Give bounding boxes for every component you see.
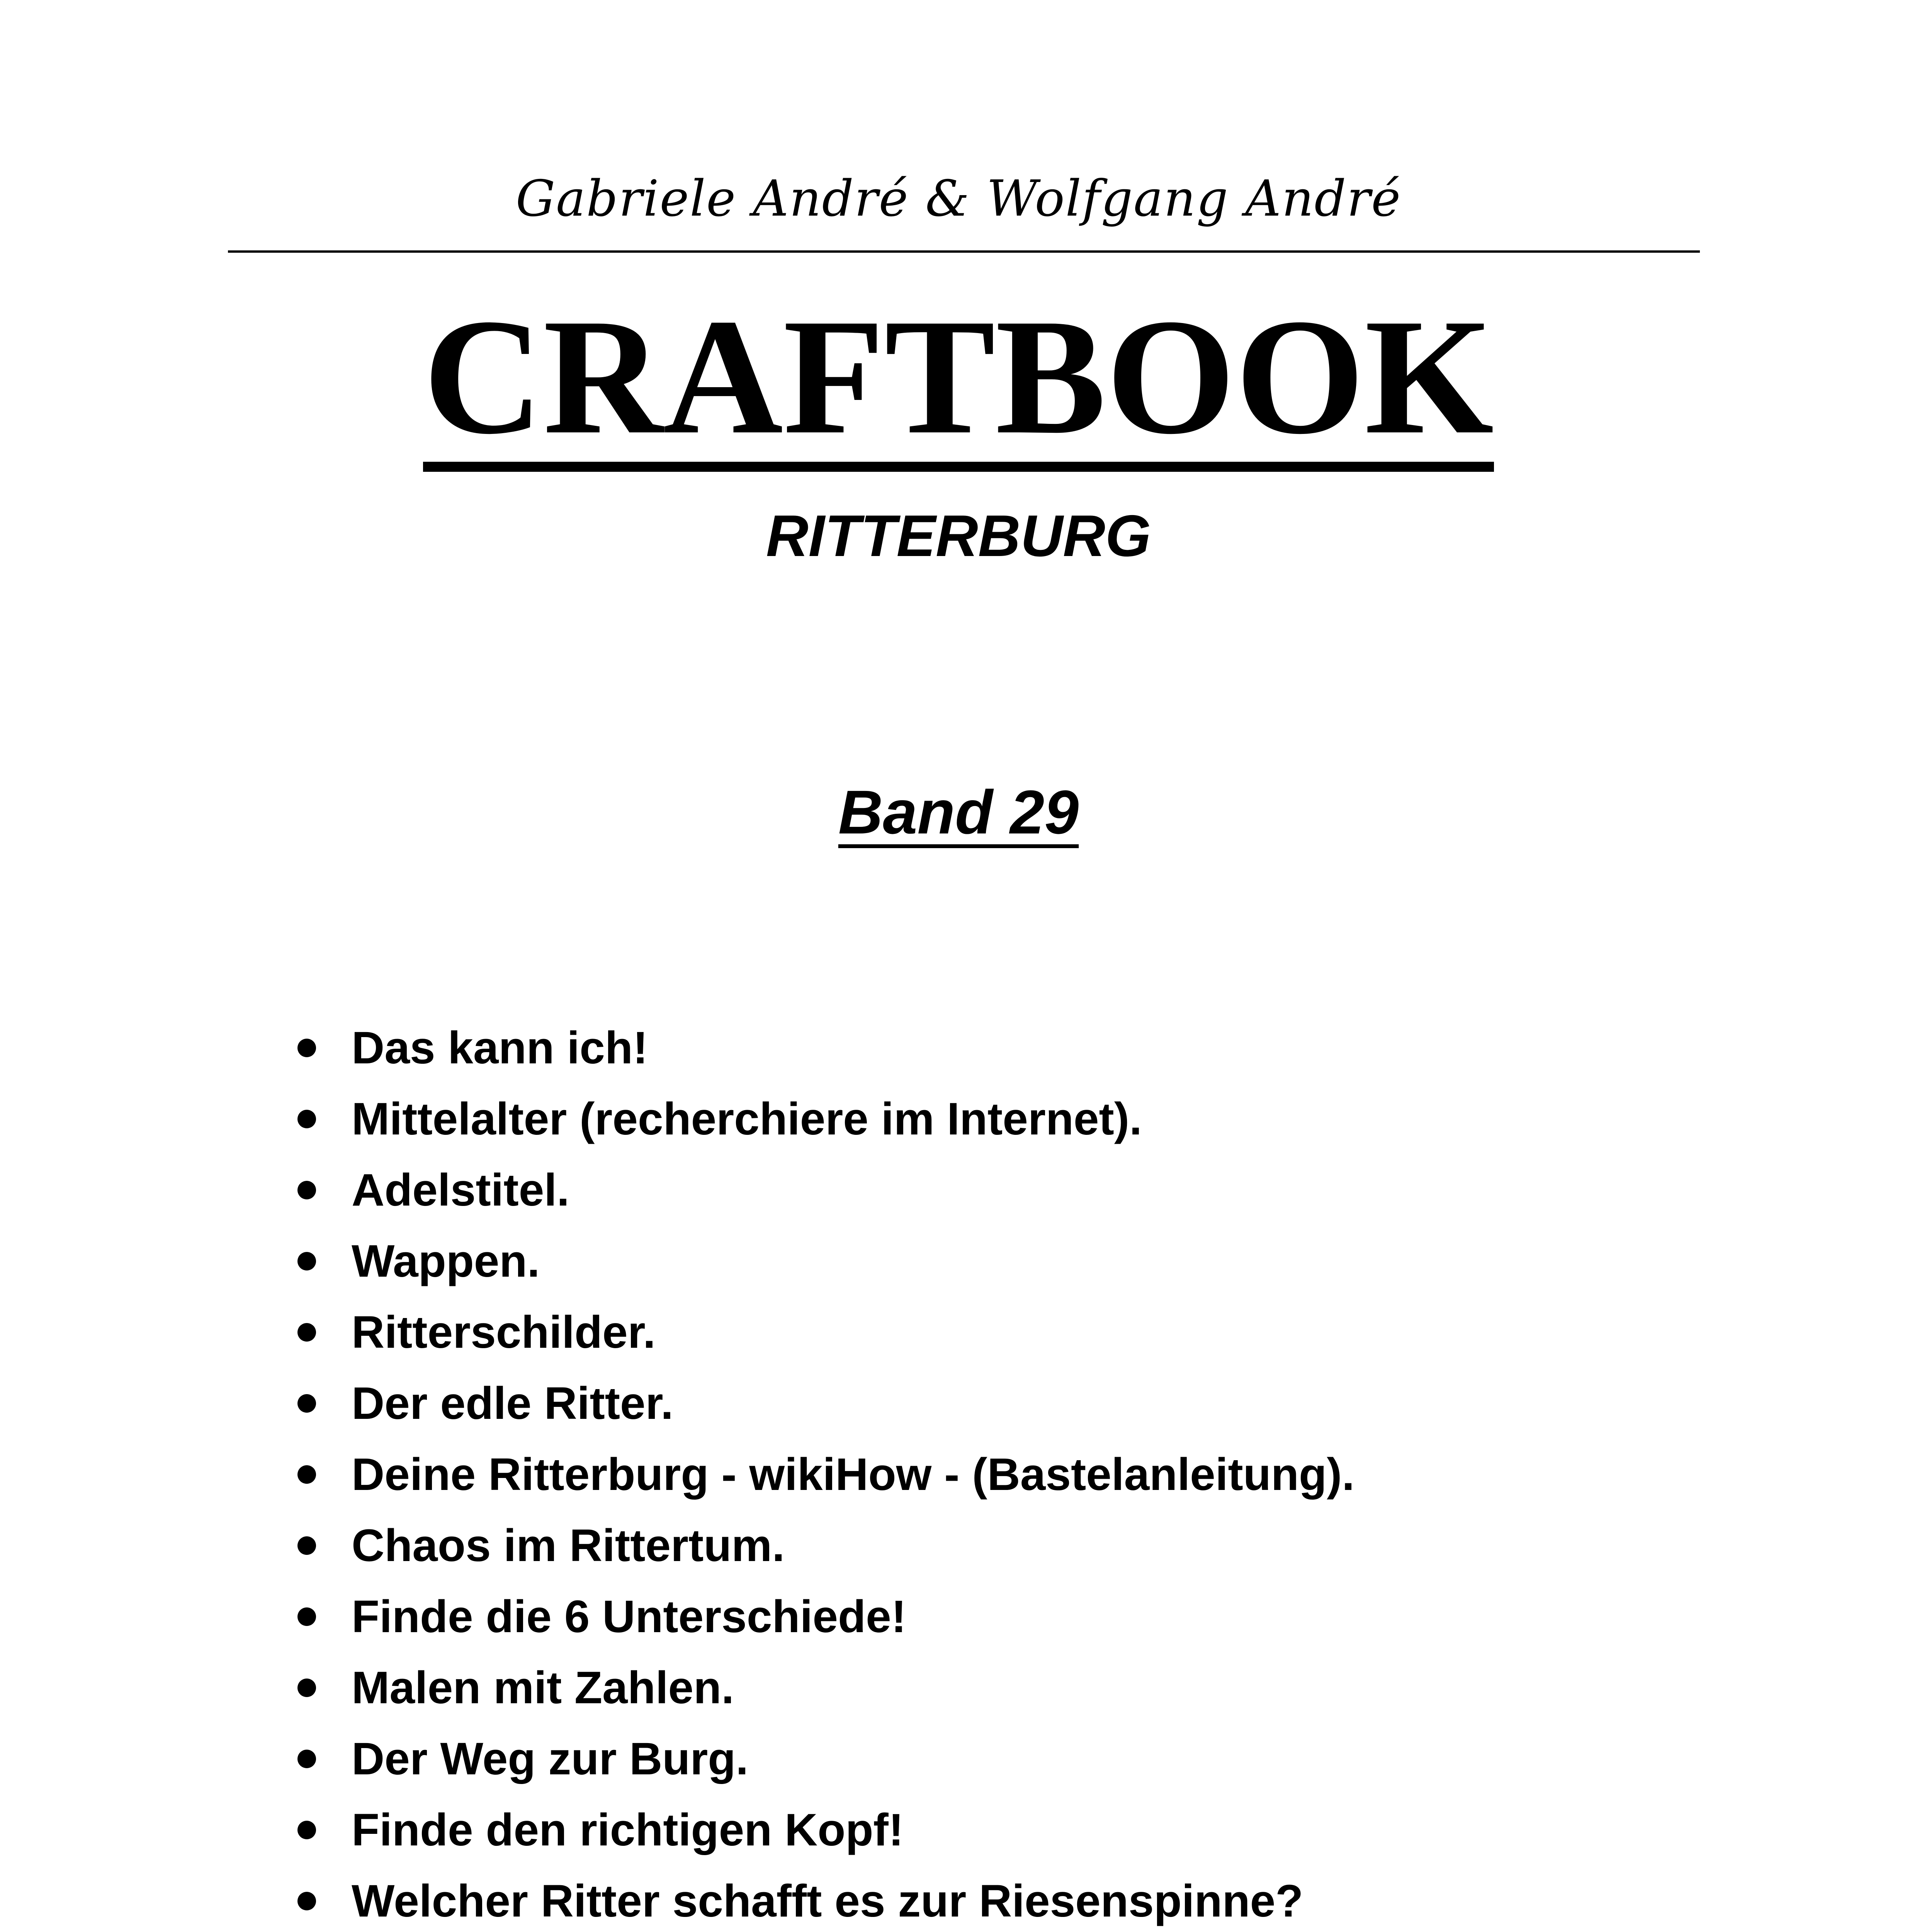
contents-item (297, 1652, 1354, 1723)
contents-item-label: Welcher Ritter schafft es zur Riesenspinne? (352, 1876, 1303, 1927)
bullet-icon (297, 1323, 316, 1342)
contents-item-label: Mittelalter (recherchiere im Internet). (352, 1094, 1142, 1145)
contents-item (297, 1368, 1354, 1439)
book-title-text: CRAFTBOOK (423, 296, 1494, 472)
volume-label-text: Band 29 (838, 777, 1079, 847)
bullet-icon (297, 1821, 316, 1839)
bullet-icon (297, 1039, 316, 1057)
contents-item (297, 1297, 1354, 1368)
contents-item-label: Wappen. (352, 1236, 540, 1287)
bullet-icon (297, 1679, 316, 1697)
bullet-icon (297, 1110, 316, 1128)
authors-header: Gabriele André & Wolfgang André (515, 170, 1402, 228)
book-subtitle: RITTERBURG (766, 503, 1151, 569)
contents-item (297, 1866, 1354, 1932)
header-divider (228, 250, 1700, 253)
contents-item (297, 1581, 1354, 1652)
contents-item-label: Finde die 6 Unterschiede! (352, 1591, 906, 1642)
contents-item-label: Malen mit Zahlen. (352, 1662, 734, 1713)
volume-label (0, 777, 1917, 848)
bullet-icon (297, 1394, 316, 1413)
contents-item (297, 1083, 1354, 1155)
contents-item-label: Der Weg zur Burg. (352, 1733, 749, 1784)
contents-item-label: Das kann ich! (352, 1022, 648, 1073)
contents-item (297, 1794, 1354, 1866)
contents-item-label: Chaos im Rittertum. (352, 1520, 785, 1571)
contents-item-label: Ritterschilder. (352, 1307, 656, 1358)
contents-item-label: Deine Ritterburg - wikiHow - (Bastelanleitung). (352, 1449, 1355, 1500)
bullet-icon (297, 1252, 316, 1270)
bullet-icon (297, 1750, 316, 1768)
bullet-icon (297, 1536, 316, 1555)
contents-item (297, 1226, 1354, 1297)
contents-item-label: Finde den richtigen Kopf! (352, 1804, 904, 1855)
bullet-icon (297, 1181, 316, 1199)
contents-item (297, 1439, 1354, 1510)
bullet-icon (297, 1465, 316, 1484)
contents-item-label: Der edle Ritter. (352, 1378, 673, 1429)
contents-item (297, 1155, 1354, 1226)
contents-item (297, 1012, 1354, 1083)
contents-item (297, 1510, 1354, 1581)
contents-item (297, 1723, 1354, 1794)
bullet-icon (297, 1607, 316, 1626)
bullet-icon (297, 1892, 316, 1910)
book-title (0, 285, 1917, 472)
contents-item-label: Adelstitel. (352, 1165, 569, 1216)
contents-list (297, 1012, 1354, 1932)
